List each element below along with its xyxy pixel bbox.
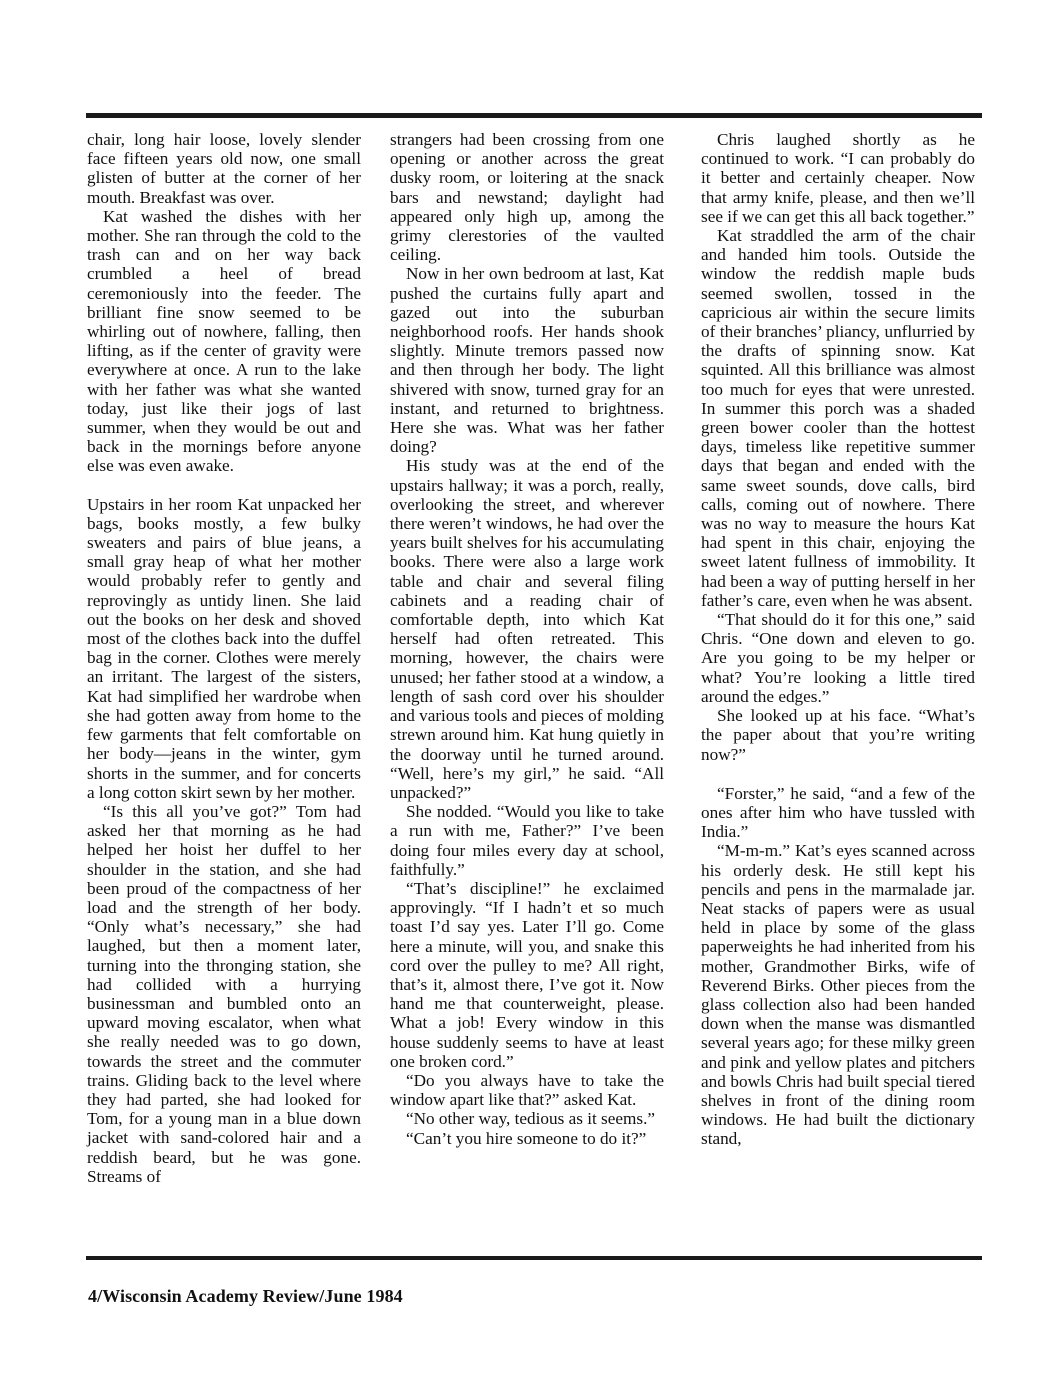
- paragraph: “Is this all you’ve got?” Tom had asked her that morning as he had helped her hoist her duffel to her shoulder in the station, and she had been proud of the compactness of her load and the strength of her body. “Only what’s necessary,” she had laughed, but then a moment later, turning into the thronging station, she had collided with a hurrying businessman and bumbled onto an upward moving escalator, when what she really needed was to go down, towards the street and the commuter trains. Gliding back to the level where they had parted, she had looked for Tom, for a young man in a blue down jacket with sand-colored hair and a reddish beard, but he was gone. Streams of: [87, 801, 361, 1186]
- paragraph: “M-m-m.” Kat’s eyes scanned across his orderly desk. He still kept his pencils and pens in the marmalade jar. Neat stacks of papers were as usual held in place by some of the glass paperweights he had inherited from his mother, Grandmother Birks, wife of Reverend Birks. Other pieces from the glass collection also had been handed down when the manse was dismantled several years ago; for these milky green and pink and yellow plates and pitchers and bowls Chris had built special tiered shelves in front of the dining room windows. He had built the dictionary stand,: [701, 841, 975, 1149]
- paragraph: Upstairs in her room Kat unpacked her bags, books mostly, a few bulky sweaters and pairs of blue jeans, a small gray heap of what her mother would probably refer to gently and reprovingly as untidy linen. She laid out the books on her desk and shoved most of the clothes back into the duffel bag in the corner. Clothes were merely an irritant. The largest of the sisters, Kat had simplified her wardrobe when she had gotten away from home to the few garments that felt comfortable on her body—jeans in the winter, gym shorts in the summer, and for concerts a long cotton skirt sewn by her mother.: [87, 494, 361, 802]
- text-column-2: [390, 130, 664, 1148]
- paragraph: “No other way, tedious as it seems.”: [406, 1109, 655, 1129]
- paragraph: “That’s discipline!” he exclaimed approvingly. “If I hadn’t et so much toast I’d say yes. Later I’ll go. Come here a minute, will you, and snake this cord over the pulley to me? All right, that’s it, almost there, I’ve got it. Now hand me that counterweight, please. What a job! Every window in this house suddenly seems to have at least one broken cord.”: [390, 878, 664, 1071]
- paragraph: She nodded. “Would you like to take a run with me, Father?” I’ve been doing four miles every day at school, faithfully.”: [390, 802, 664, 879]
- paragraph: His study was at the end of the upstairs hallway; it was a porch, really, overlooking the street, and wherever there weren’t windows, he had over the years built shelves for his accumulating books. There were also a large work table and chair and several filing cabinets and a reading chair of comfortable depth, into which Kat herself had often retreated. This morning, however, the chairs were unused; her father stood at a window, a length of sash cord over his shoulder and various tools and pieces of molding strewn around him. Kat hung quietly in the doorway until he turned around. “Well, here’s my girl,” he said. “All unpacked?”: [390, 456, 664, 802]
- text-column-1: [87, 130, 361, 1186]
- bottom-rule: [86, 1256, 982, 1260]
- text-column-3: [701, 130, 975, 1149]
- paragraph: “That should do it for this one,” said Chris. “One down and eleven to go. Are you going to be my helper or what? You’re looking a little tired around the edges.”: [701, 610, 975, 706]
- paragraph: Kat washed the dishes with her mother. She ran through the cold to the trash can and on her way back crumbled a heel of bread ceremoniously into the feeder. The brilliant fine snow seemed to be whirling out of nowhere, falling, then lifting, as if the center of gravity were everywhere at once. A run to the lake with her father was what she wanted today, just like their jogs of last summer, when they would be out and back in the mornings before anyone else was even awake.: [87, 206, 361, 476]
- paragraph: strangers had been crossing from one opening or another across the great dusky room, or loitering at the snack bars and newstand; daylight had appeared only high up, among the grimy clerestories of the vaulted ceiling.: [390, 130, 664, 265]
- paragraph: “Forster,” he said, “and a few of the ones after him who have tussled with India.”: [701, 783, 975, 842]
- paragraph: chair, long hair loose, lovely slender face fifteen years old now, one small glisten of butter at the corner of her mouth. Breakfast was over.: [87, 130, 361, 207]
- paragraph: “Do you always have to take the window apart like that?” asked Kat.: [390, 1070, 664, 1110]
- page-footer: 4/Wisconsin Academy Review/June 1984: [88, 1286, 403, 1306]
- paragraph: “Can’t you hire someone to do it?”: [406, 1128, 647, 1148]
- paragraph: Kat straddled the arm of the chair and handed him tools. Outside the window the reddish maple buds seemed swollen, tossed in the capricious air within the secure limits of their branches’ pliancy, unflurried by the drafts of spinning snow. Kat squinted. All this brilliance was almost too much for eyes that were unrested. In summer this porch was a shaded green bower cooler than the hottest days, timeless like repetitive summer days that began and ended with the same sweet sounds, dove calls, bird calls, coming out of nowhere. There was no way to measure the hours Kat had spent in this chair, enjoying the sweet latent fullness of immobility. It had been a way of putting herself in her father’s care, even when he was absent.: [701, 226, 975, 610]
- paragraph: She looked up at his face. “What’s the paper about that you’re writing now?”: [701, 706, 975, 764]
- top-rule: [86, 113, 982, 118]
- paragraph: Now in her own bedroom at last, Kat pushed the curtains fully apart and gazed out into the suburban neighborhood roofs. Her hands shook slightly. Minute tremors passed now and then through her body. The light shivered with snow, turned gray for an instant, and returned to brightness. Here she was. What was her father doing?: [390, 264, 664, 457]
- paragraph: Chris laughed shortly as he continued to work. “I can probably do it better and certainly cheaper. Now that army knife, please, and then we’ll see if we can get this all back together.”: [701, 130, 975, 226]
